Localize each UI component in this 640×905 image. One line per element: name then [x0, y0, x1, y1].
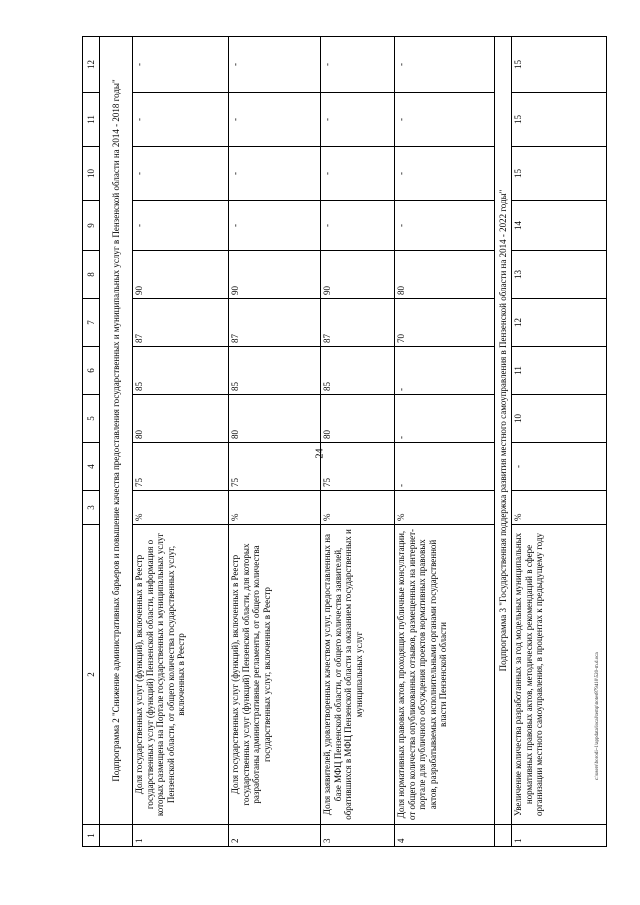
value-cell: 15: [512, 147, 607, 201]
value-cell: -: [133, 147, 229, 201]
indicators-table: [82, 36, 607, 847]
value-cell: 80: [229, 395, 321, 443]
indicator-text: Увеличение количества разработанных за год модельных муниципальных нормативных правовых актов, методических рекомендаций в сфере организации местного самоуправления, в процентах к предыдущему году: [512, 525, 607, 825]
value-cell: 80: [133, 395, 229, 443]
value-cell: 85: [229, 347, 321, 395]
row-number: 1: [133, 825, 229, 847]
row-number: 3: [321, 825, 395, 847]
table-row: [229, 37, 321, 847]
unit-cell: %: [133, 491, 229, 525]
value-cell: 87: [321, 299, 395, 347]
header-cell: 6: [83, 347, 100, 395]
footer-file-path: c:\users\borodi~1\appdata\local\temp\notes879410\520-m.d.oca: [595, 652, 600, 780]
value-cell: 75: [229, 443, 321, 491]
subprogram-3-title-row: [495, 37, 512, 847]
header-cell: 11: [83, 93, 100, 147]
value-cell: -: [395, 347, 495, 395]
value-cell: -: [321, 37, 395, 93]
value-cell: 87: [133, 299, 229, 347]
value-cell: 90: [133, 251, 229, 299]
value-cell: -: [512, 443, 607, 491]
unit-cell: %: [321, 491, 395, 525]
row-number: 2: [229, 825, 321, 847]
value-cell: 87: [229, 299, 321, 347]
header-cell: 8: [83, 251, 100, 299]
value-cell: -: [321, 201, 395, 251]
value-cell: 80: [321, 395, 395, 443]
value-cell: 90: [229, 251, 321, 299]
header-cell: 4: [83, 443, 100, 491]
value-cell: -: [395, 201, 495, 251]
value-cell: -: [133, 37, 229, 93]
row-number: 1: [512, 825, 607, 847]
table-row: [321, 37, 395, 847]
header-cell: 12: [83, 37, 100, 93]
value-cell: -: [229, 201, 321, 251]
unit-cell: %: [395, 491, 495, 525]
rotated-table-wrapper: [82, 37, 607, 847]
value-cell: -: [229, 147, 321, 201]
table-row: [395, 37, 495, 847]
header-cell: 3: [83, 491, 100, 525]
value-cell: -: [395, 37, 495, 93]
value-cell: 11: [512, 347, 607, 395]
value-cell: 80: [395, 251, 495, 299]
header-cell: 2: [83, 525, 100, 825]
header-cell: 5: [83, 395, 100, 443]
value-cell: 15: [512, 37, 607, 93]
header-cell: 10: [83, 147, 100, 201]
header-cell: 1: [83, 825, 100, 847]
value-cell: 75: [321, 443, 395, 491]
value-cell: -: [133, 93, 229, 147]
empty-cell: [100, 825, 133, 847]
value-cell: 85: [133, 347, 229, 395]
value-cell: -: [133, 201, 229, 251]
indicator-text: Доля заявителей, удовлетворенных качеством услуг, предоставленных на базе МФЦ Пензенской области, от общего количества заявителей, обратившихся в МФЦ Пензенской области за оказанием государственных и муниципальных услуг: [321, 525, 395, 825]
table-row: [512, 37, 607, 847]
value-cell: 70: [395, 299, 495, 347]
value-cell: 14: [512, 201, 607, 251]
row-number: 4: [395, 825, 495, 847]
value-cell: 75: [133, 443, 229, 491]
indicator-text: Доля государственных услуг (функций), включенных в Реестр государственных услуг (функций) Пензенской области, для которых разработаны административные регламенты, от общего количества государственных услуг, включенных в Реестр: [229, 525, 321, 825]
value-cell: 10: [512, 395, 607, 443]
page-number: 24: [314, 448, 326, 459]
unit-cell: %: [229, 491, 321, 525]
table-row: [133, 37, 229, 847]
value-cell: -: [395, 395, 495, 443]
value-cell: -: [395, 93, 495, 147]
header-cell: 7: [83, 299, 100, 347]
value-cell: -: [321, 147, 395, 201]
subprogram-3-title: Подпрограмма 3 "Государственная поддержка развития местного самоуправления в Пензенской области на 2014 - 2022 годы": [495, 37, 512, 825]
value-cell: 12: [512, 299, 607, 347]
header-row: [83, 37, 100, 847]
unit-cell: %: [512, 491, 607, 525]
value-cell: -: [395, 147, 495, 201]
header-cell: 9: [83, 201, 100, 251]
value-cell: -: [229, 37, 321, 93]
value-cell: 85: [321, 347, 395, 395]
value-cell: -: [321, 93, 395, 147]
indicator-text: Доля государственных услуг (функций), включенных в Реестр государственных услуг (функций) Пензенской области, информация о которых размещена на Портале государственных и муниципальных услуг Пензенской области, от общего количества государственных услуг, включенных в Реестр: [133, 525, 229, 825]
value-cell: -: [395, 443, 495, 491]
empty-cell: [495, 825, 512, 847]
subprogram-2-title-row: [100, 37, 133, 847]
value-cell: 15: [512, 93, 607, 147]
value-cell: 90: [321, 251, 395, 299]
indicator-text: Доля нормативных правовых актов, проходящих публичные консультации, от общего количества опубликованных отзывов, размещенных на интернет-портале для публичного обсуждения проектов нормативных правовых актов, разрабатываемых исполнительными органами государственной власти Пензенской области: [395, 525, 495, 825]
value-cell: 13: [512, 251, 607, 299]
value-cell: -: [229, 93, 321, 147]
subprogram-2-title: Подпрограмма 2 "Снижение административных барьеров и повышение качества предоставления государственных и муниципальных услуг в Пензенской области на 2014 - 2018 годы": [100, 37, 133, 825]
